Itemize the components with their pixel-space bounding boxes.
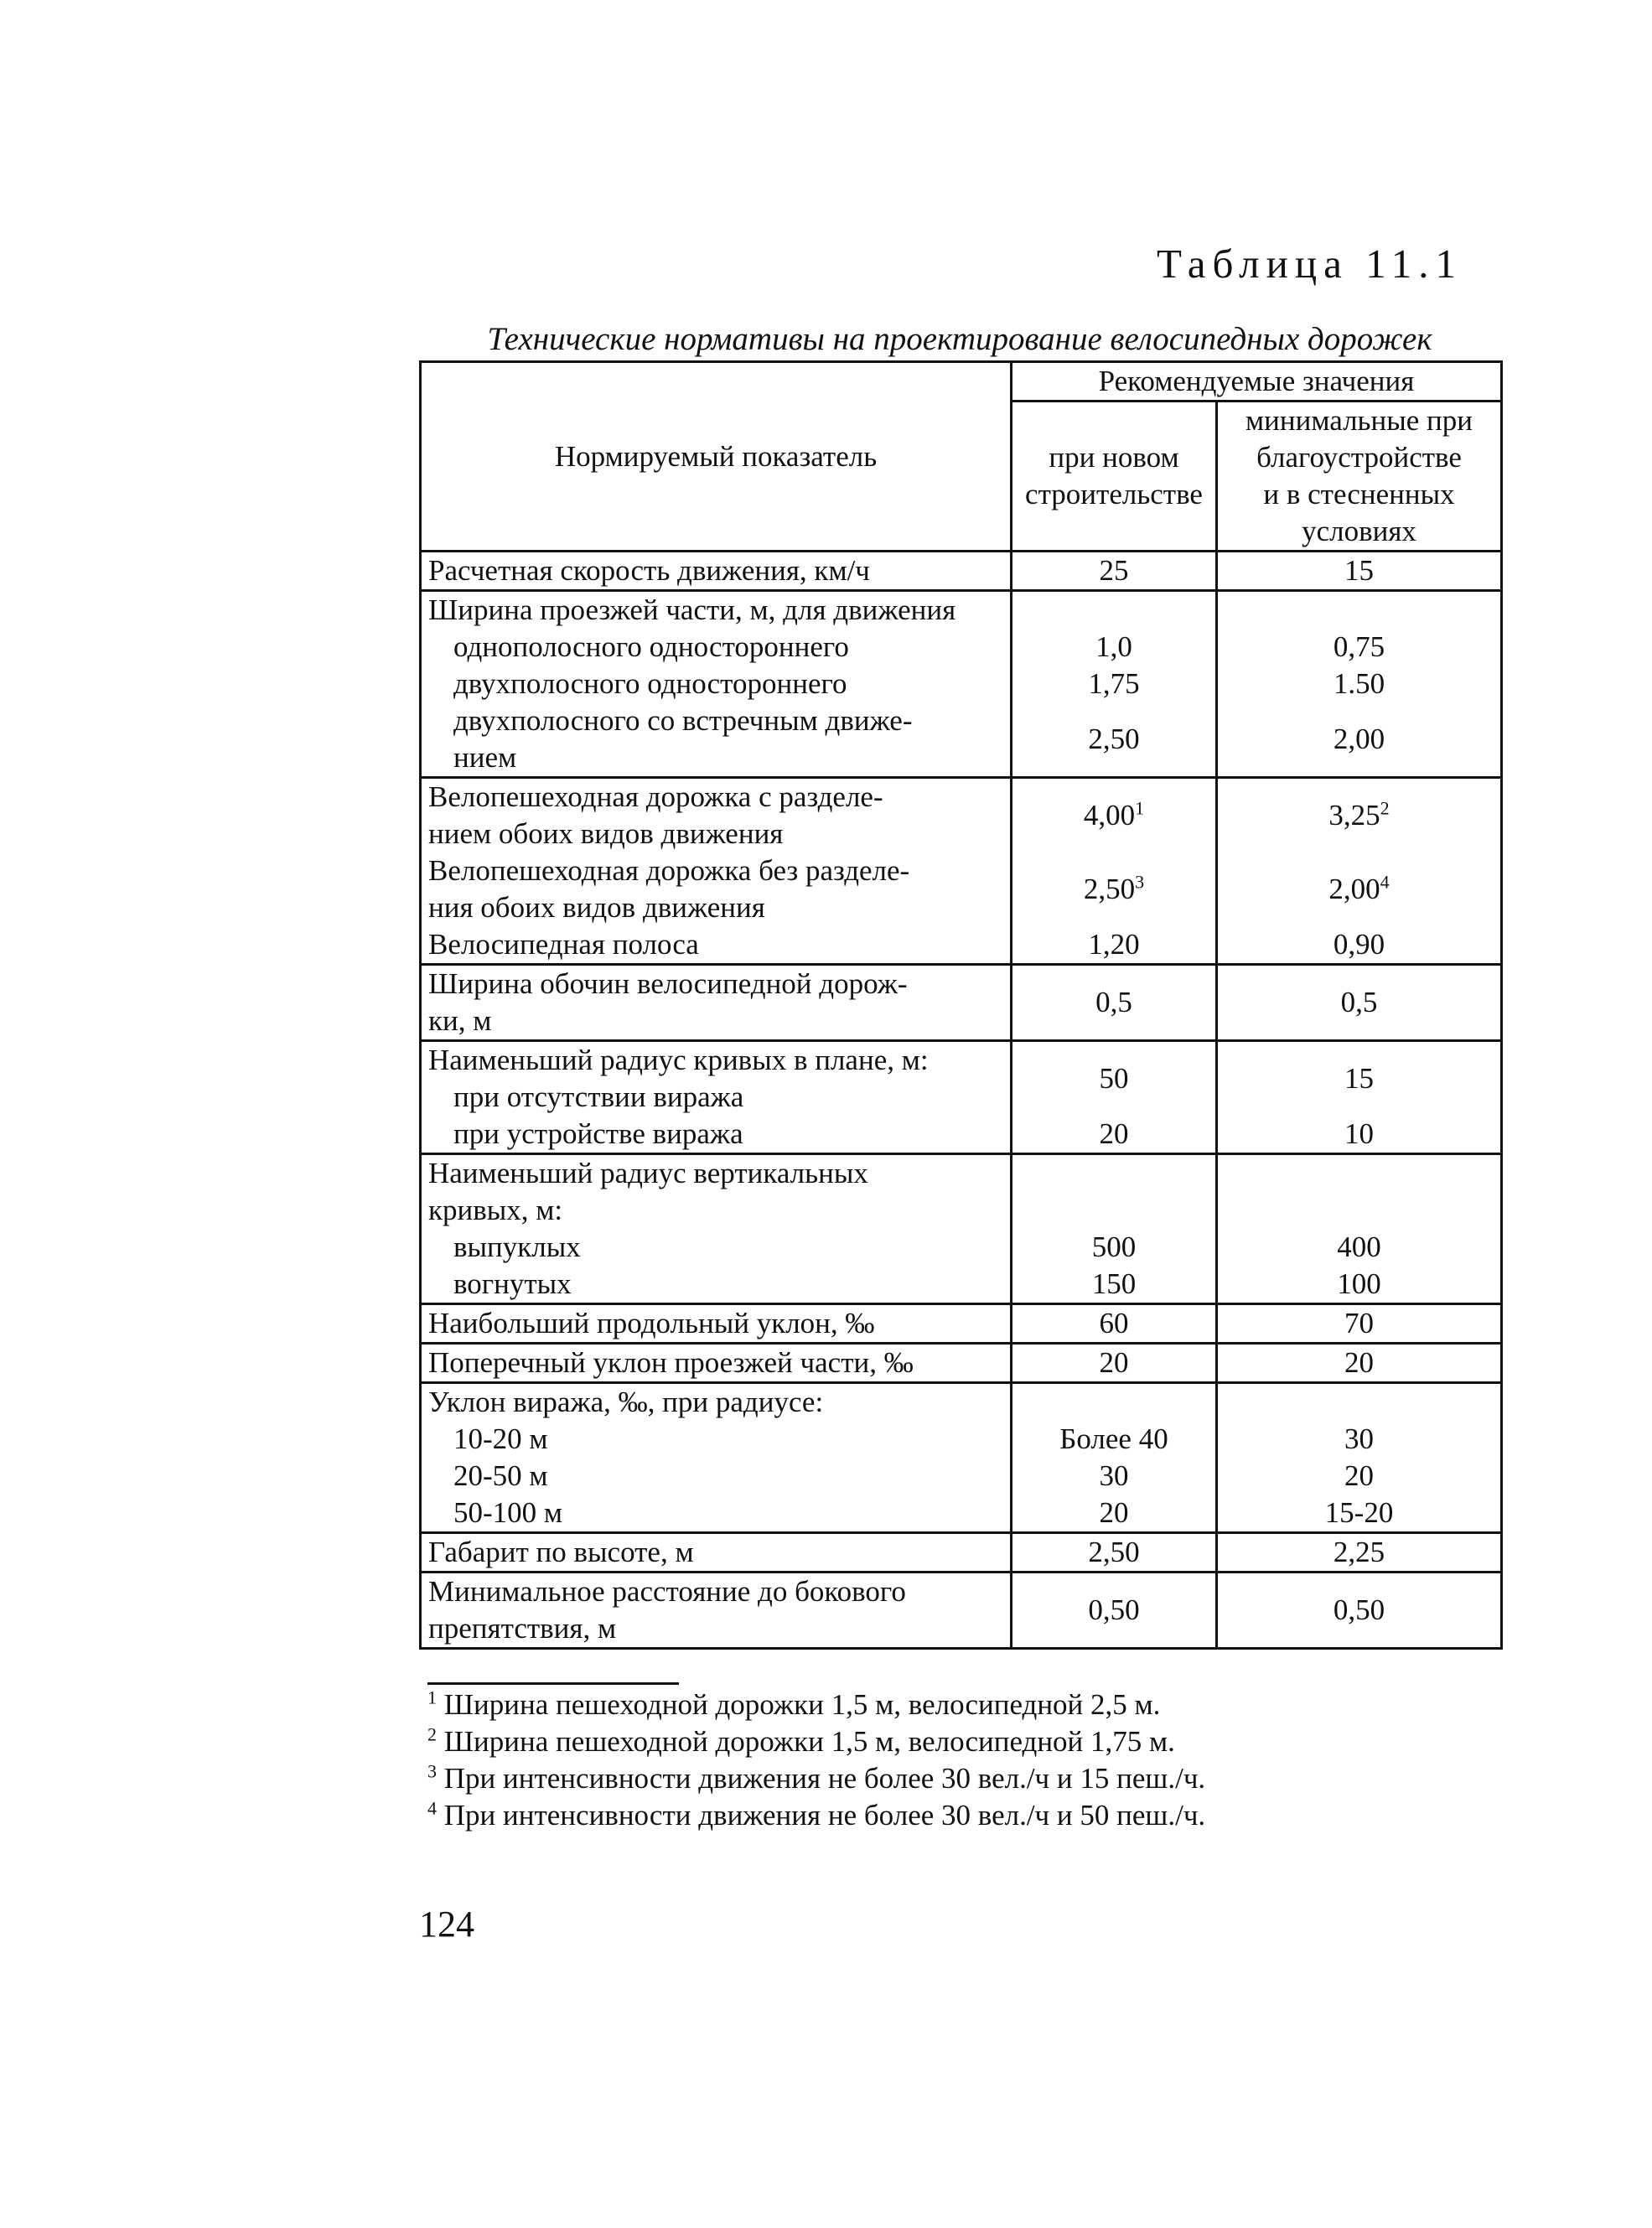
row-sub: при устройстве виража <box>453 1117 743 1150</box>
footnote-ref: 1 <box>1135 797 1145 819</box>
row-sub: 20-50 м <box>453 1459 548 1492</box>
value-new <box>1012 591 1217 778</box>
value-new <box>1012 1154 1217 1304</box>
row-sub: однополосного одностороннего <box>453 630 849 663</box>
norms-table <box>419 360 1503 1650</box>
value: 500 <box>1091 1231 1137 1263</box>
value: 15 <box>1344 1062 1374 1095</box>
row-sub: вогнутых <box>453 1267 572 1300</box>
value: 15-20 <box>1324 1496 1394 1529</box>
header-row-top <box>421 362 1502 402</box>
footnote-item <box>427 1797 1517 1834</box>
value: 0,75 <box>1333 630 1385 663</box>
row-sub: Велосипедная полоса <box>428 928 699 961</box>
value-min <box>1217 1041 1502 1154</box>
footnote-text: При интенсивности движения не более 30 вел./ч и 50 пеш./ч. <box>443 1799 1206 1832</box>
footnote-text: Ширина пешеходной дорожки 1,5 м, велосипедной 1,75 м. <box>443 1725 1175 1758</box>
row-sub: двухполосного одностороннего <box>453 667 847 700</box>
row-label <box>421 778 1012 965</box>
row-sub: Велопешеходная дорожка с разделе- <box>428 780 883 813</box>
page-number: 124 <box>419 1904 474 1945</box>
header-line: и в стесненных <box>1263 478 1455 510</box>
value: 1,0 <box>1095 630 1132 663</box>
value: 1,75 <box>1088 667 1140 700</box>
value-min <box>1217 1154 1502 1304</box>
value: 20 <box>1099 1117 1129 1150</box>
value: 10 <box>1344 1117 1374 1150</box>
footnote-ref: 2 <box>1380 797 1390 819</box>
footnote-ref: 3 <box>1135 871 1145 893</box>
value: 2,50 <box>1088 723 1140 755</box>
value-new: 25 <box>1012 552 1217 591</box>
value-new <box>1012 778 1217 965</box>
value-min: 2,25 <box>1217 1533 1502 1573</box>
row-obstacle <box>421 1573 1502 1649</box>
value: 2,00 <box>1328 873 1380 905</box>
value-min <box>1217 591 1502 778</box>
header-line: минимальные при <box>1245 404 1473 437</box>
row-sub: ния обоих видов движения <box>428 891 765 924</box>
row-label <box>421 965 1012 1041</box>
row-sub: при отсутствии виража <box>453 1080 744 1113</box>
value-new: 20 <box>1012 1344 1217 1383</box>
row-width <box>421 591 1502 778</box>
row-sub: нием <box>453 741 517 774</box>
footnote-mark: 4 <box>427 1797 437 1819</box>
row-title: кривых, м: <box>428 1194 563 1226</box>
header-line: при новом <box>1049 441 1179 474</box>
value: 2,50 <box>1083 873 1136 905</box>
value: 30 <box>1099 1459 1129 1492</box>
new-construction-header <box>1012 402 1217 552</box>
value-min: 20 <box>1217 1344 1502 1383</box>
row-sub: Ширина обочин велосипедной дорож- <box>428 967 908 1000</box>
value-new <box>1012 1041 1217 1154</box>
value-min <box>1217 778 1502 965</box>
value: 30 <box>1344 1422 1374 1455</box>
row-sub: 10-20 м <box>453 1422 548 1455</box>
recommended-header: Рекомендуемые значения <box>1012 362 1502 402</box>
header-line: условиях <box>1302 515 1416 547</box>
row-sub: Велопешеходная дорожка без разделе- <box>428 854 910 887</box>
value-min: 70 <box>1217 1304 1502 1344</box>
value-min: 15 <box>1217 552 1502 591</box>
value: 2,00 <box>1333 723 1385 755</box>
footnote-ref: 4 <box>1380 871 1390 893</box>
value: 100 <box>1337 1267 1381 1300</box>
row-banking <box>421 1383 1502 1533</box>
row-title: Уклон виража, ‰, при радиусе: <box>428 1386 824 1418</box>
row-sub: двухполосного со встречным движе- <box>453 704 913 737</box>
value: 0,90 <box>1333 928 1385 961</box>
row-label <box>421 1573 1012 1649</box>
row-label <box>421 1041 1012 1154</box>
row-label: Наибольший продольный уклон, ‰ <box>421 1304 1012 1344</box>
footnote-item <box>427 1687 1517 1723</box>
value: 150 <box>1091 1267 1137 1300</box>
row-label <box>421 591 1012 778</box>
row-label: Расчетная скорость движения, км/ч <box>421 552 1012 591</box>
footnote-mark: 2 <box>427 1723 437 1745</box>
value-min: 0,5 <box>1217 965 1502 1041</box>
indicator-header: Нормируемый показатель <box>421 362 1012 552</box>
value: 400 <box>1337 1231 1381 1263</box>
table-label: Таблица 11.1 <box>1157 241 1463 287</box>
row-shoulder <box>421 965 1502 1041</box>
value: 50 <box>1099 1062 1129 1095</box>
value-min <box>1217 1383 1502 1533</box>
footnote-item <box>427 1723 1517 1760</box>
row-label: Поперечный уклон проезжей части, ‰ <box>421 1344 1012 1383</box>
value-min: 0,50 <box>1217 1573 1502 1649</box>
row-sub: ки, м <box>428 1004 492 1037</box>
value-new: 0,50 <box>1012 1573 1217 1649</box>
value: 20 <box>1344 1459 1374 1492</box>
footnote-mark: 3 <box>427 1760 437 1782</box>
row-title: Наименьший радиус вертикальных <box>428 1157 868 1189</box>
row-sub: препятствия, м <box>428 1612 617 1645</box>
row-sub: выпуклых <box>453 1231 581 1263</box>
footnote-text: Ширина пешеходной дорожки 1,5 м, велосипедной 2,5 м. <box>443 1688 1161 1721</box>
row-cross-slope <box>421 1344 1502 1383</box>
footnote-text: При интенсивности движения не более 30 вел./ч и 15 пеш./ч. <box>443 1762 1206 1795</box>
row-label: Габарит по высоте, м <box>421 1533 1012 1573</box>
value-new <box>1012 1383 1217 1533</box>
row-speed <box>421 552 1502 591</box>
row-title: Наименьший радиус кривых в плане, м: <box>428 1044 929 1076</box>
value: 1.50 <box>1333 667 1385 700</box>
row-sub: Минимальное расстояние до бокового <box>428 1575 906 1608</box>
value-new: 60 <box>1012 1304 1217 1344</box>
row-long-slope <box>421 1304 1502 1344</box>
row-plan-radius <box>421 1041 1502 1154</box>
header-line: благоустройстве <box>1256 441 1462 474</box>
row-sub: нием обоих видов движения <box>428 817 784 850</box>
value: 1,20 <box>1088 928 1140 961</box>
table-caption: Технические нормативы на проектирование велосипедных дорожек <box>487 321 1432 357</box>
value-new: 2,50 <box>1012 1533 1217 1573</box>
value: 3,25 <box>1328 799 1380 832</box>
row-sub: 50-100 м <box>453 1496 563 1529</box>
footnotes <box>427 1687 1517 1834</box>
row-vert-radius <box>421 1154 1502 1304</box>
row-label <box>421 1383 1012 1533</box>
footnote-mark: 1 <box>427 1687 437 1708</box>
value: 4,00 <box>1083 799 1136 832</box>
row-pedestrian <box>421 778 1502 965</box>
row-clearance <box>421 1533 1502 1573</box>
minimal-header <box>1217 402 1502 552</box>
value: 20 <box>1099 1496 1129 1529</box>
row-title: Ширина проезжей части, м, для движения <box>428 593 956 626</box>
header-line: строительстве <box>1025 478 1203 510</box>
value: Более 40 <box>1059 1422 1168 1455</box>
footnote-item <box>427 1760 1517 1797</box>
footnote-divider <box>427 1682 679 1685</box>
value-new: 0,5 <box>1012 965 1217 1041</box>
row-label <box>421 1154 1012 1304</box>
